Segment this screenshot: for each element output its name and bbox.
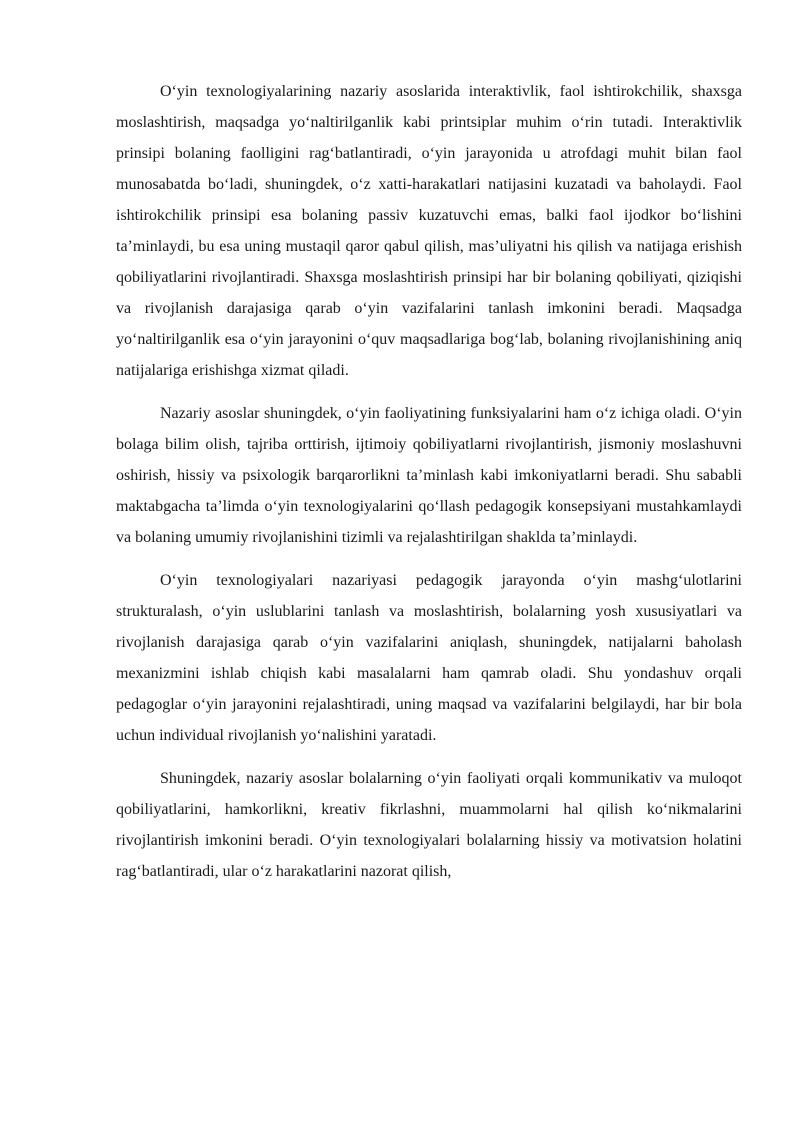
paragraph-4: Shuningdek, nazariy asoslar bolalarning o‘yin faoliyati orqali kommunikativ va muloqot qobiliyatlarini, hamkorlikni, kreativ fikrlashni, muammolarni hal qilish ko‘nikmalarini rivojlantirish imkonini beradi. O‘yin texnologiyalari bolalarning hissiy va motivatsion holatini rag‘batlantiradi, ular o‘z harakatlarini nazorat qilish, xyxy=(116,770,742,880)
paragraph-1: O‘yin texnologiyalarining nazariy asoslarida interaktivlik, faol ishtirokchilik, shaxsga moslashtirish, maqsadga yo‘naltirilganlik kabi printsiplar muhim o‘rin tutadi. Interaktivlik prinsipi bolaning faolligini rag‘batlantiradi, o‘yin jarayonida u atrofdagi muhit bilan faol munosabatda bo‘ladi, shuningdek, o‘z xatti-harakatlari natijasini kuzatadi va baholaydi. Faol ishtirokchilik prinsipi esa bolaning passiv kuzatuvchi emas, balki faol ijodkor bo‘lishini ta’minlaydi, bu esa uning mustaqil qaror qabul qilish, mas’uliyatni his qilish va natijaga erishish qobiliyatlarini rivojlantiradi. Shaxsga moslashtirish prinsipi har bir bolaning qobiliyati, qiziqishi va rivojlanish darajasiga qarab o‘yin vazifalarini tanlash imkonini beradi. Maqsadga yo‘naltirilganlik esa o‘yin jarayonini o‘quv maqsadlariga bog‘lab, bolaning rivojlanishining aniq natijalariga erishishga xizmat qiladi. xyxy=(116,83,742,379)
document-body xyxy=(116,76,742,899)
paragraph-2: Nazariy asoslar shuningdek, o‘yin faoliyatining funksiyalarini ham o‘z ichiga oladi. O‘yin bolaga bilim olish, tajriba orttirish, ijtimoiy qobiliyatlarni rivojlantirish, jismoniy moslashuvni oshirish, hissiy va psixologik barqarorlikni ta’minlash kabi imkoniyatlarni beradi. Shu sababli maktabgacha ta’limda o‘yin texnologiyalarini qo‘llash pedagogik konsepsiyani mustahkamlaydi va bolaning umumiy rivojlanishini tizimli va rejalashtirilgan shaklda ta’minlaydi. xyxy=(116,405,742,546)
paragraph-3: O‘yin texnologiyalari nazariyasi pedagogik jarayonda o‘yin mashg‘ulotlarini strukturalash, o‘yin uslublarini tanlash va moslashtirish, bolalarning yosh xususiyatlari va rivojlanish darajasiga qarab o‘yin vazifalarini aniqlash, shuningdek, natijalarni baholash mexanizmini ishlab chiqish kabi masalalarni ham qamrab oladi. Shu yondashuv orqali pedagoglar o‘yin jarayonini rejalashtiradi, uning maqsad va vazifalarini belgilaydi, har bir bola uchun individual rivojlanish yo‘nalishini yaratadi. xyxy=(116,572,742,744)
